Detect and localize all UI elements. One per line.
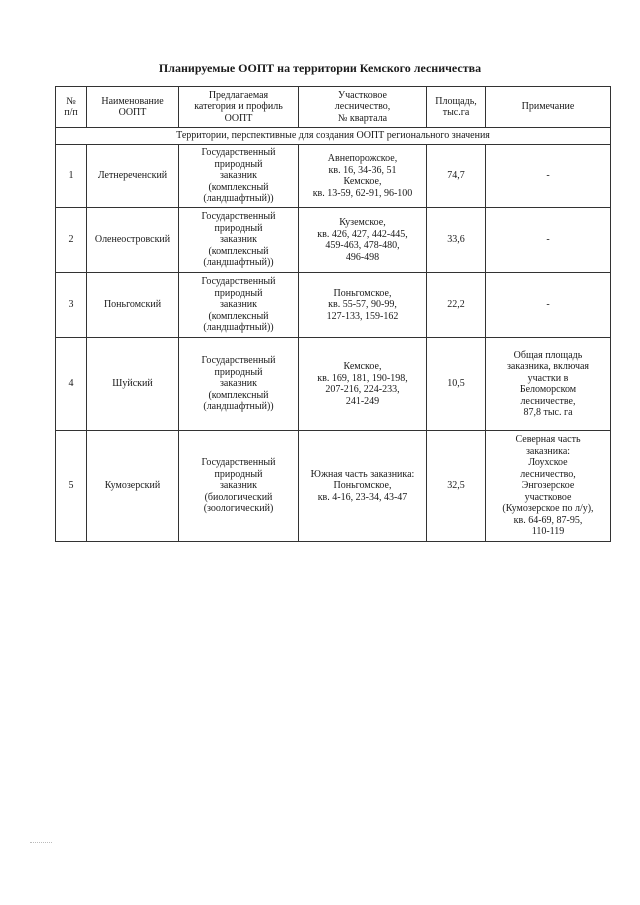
document-title: Планируемые ООПТ на территории Кемского лесничества [158, 61, 482, 75]
section-title: Территории, перспективные для создания ООПТ регионального значения [56, 128, 611, 145]
row-forestry: Кемское, кв. 169, 181, 190-198, 207-216, 224-233, 241-249 [299, 338, 427, 431]
header-area: Площадь, тыс.га [427, 87, 486, 128]
header-forestry: Участковое лесничество, № квартала [299, 87, 427, 128]
row-category: Государственный природный заказник (комплексный (ландшафтный)) [179, 338, 299, 431]
row-note: Северная часть заказника: Лоухское лесничество, Энгозерское участковое (Кумозерское по л/у), кв. 64-69, 87-95, 110-119 [486, 431, 611, 542]
row-forestry: Поньгомское, кв. 55-57, 90-99, 127-133, 159-162 [299, 273, 427, 338]
row-area: 74,7 [427, 145, 486, 208]
table-row [56, 208, 611, 273]
row-name: Кумозерский [87, 431, 179, 542]
row-num: 1 [56, 145, 87, 208]
row-area: 32,5 [427, 431, 486, 542]
table-header-row [56, 87, 611, 128]
row-area: 22,2 [427, 273, 486, 338]
header-num: № п/п [56, 87, 87, 128]
scan-mark [30, 842, 52, 845]
oopt-table [55, 86, 611, 542]
row-num: 3 [56, 273, 87, 338]
row-name: Летнереченский [87, 145, 179, 208]
row-category: Государственный природный заказник (комплексный (ландшафтный)) [179, 273, 299, 338]
table-row [56, 338, 611, 431]
row-num: 2 [56, 208, 87, 273]
row-category: Государственный природный заказник (комплексный (ландшафтный)) [179, 208, 299, 273]
table-row [56, 431, 611, 542]
table-row [56, 273, 611, 338]
header-category: Предлагаемая категория и профиль ООПТ [179, 87, 299, 128]
row-note: - [486, 208, 611, 273]
row-note: - [486, 145, 611, 208]
row-forestry: Куземское, кв. 426, 427, 442-445, 459-463, 478-480, 496-498 [299, 208, 427, 273]
row-area: 10,5 [427, 338, 486, 431]
row-name: Оленеостровский [87, 208, 179, 273]
row-forestry: Южная часть заказника: Поньгомское, кв. 4-16, 23-34, 43-47 [299, 431, 427, 542]
row-note: Общая площадь заказника, включая участки в Беломорском лесничестве, 87,8 тыс. га [486, 338, 611, 431]
row-forestry: Авнепорожское, кв. 16, 34-36, 51 Кемское, кв. 13-59, 62-91, 96-100 [299, 145, 427, 208]
table-row [56, 145, 611, 208]
row-category: Государственный природный заказник (биологический (зоологический) [179, 431, 299, 542]
header-name: Наименование ООПТ [87, 87, 179, 128]
row-area: 33,6 [427, 208, 486, 273]
row-category: Государственный природный заказник (комплексный (ландшафтный)) [179, 145, 299, 208]
row-name: Шуйский [87, 338, 179, 431]
header-note: Примечание [486, 87, 611, 128]
row-num: 5 [56, 431, 87, 542]
row-num: 4 [56, 338, 87, 431]
row-name: Поньгомский [87, 273, 179, 338]
section-row [56, 128, 611, 145]
row-note: - [486, 273, 611, 338]
